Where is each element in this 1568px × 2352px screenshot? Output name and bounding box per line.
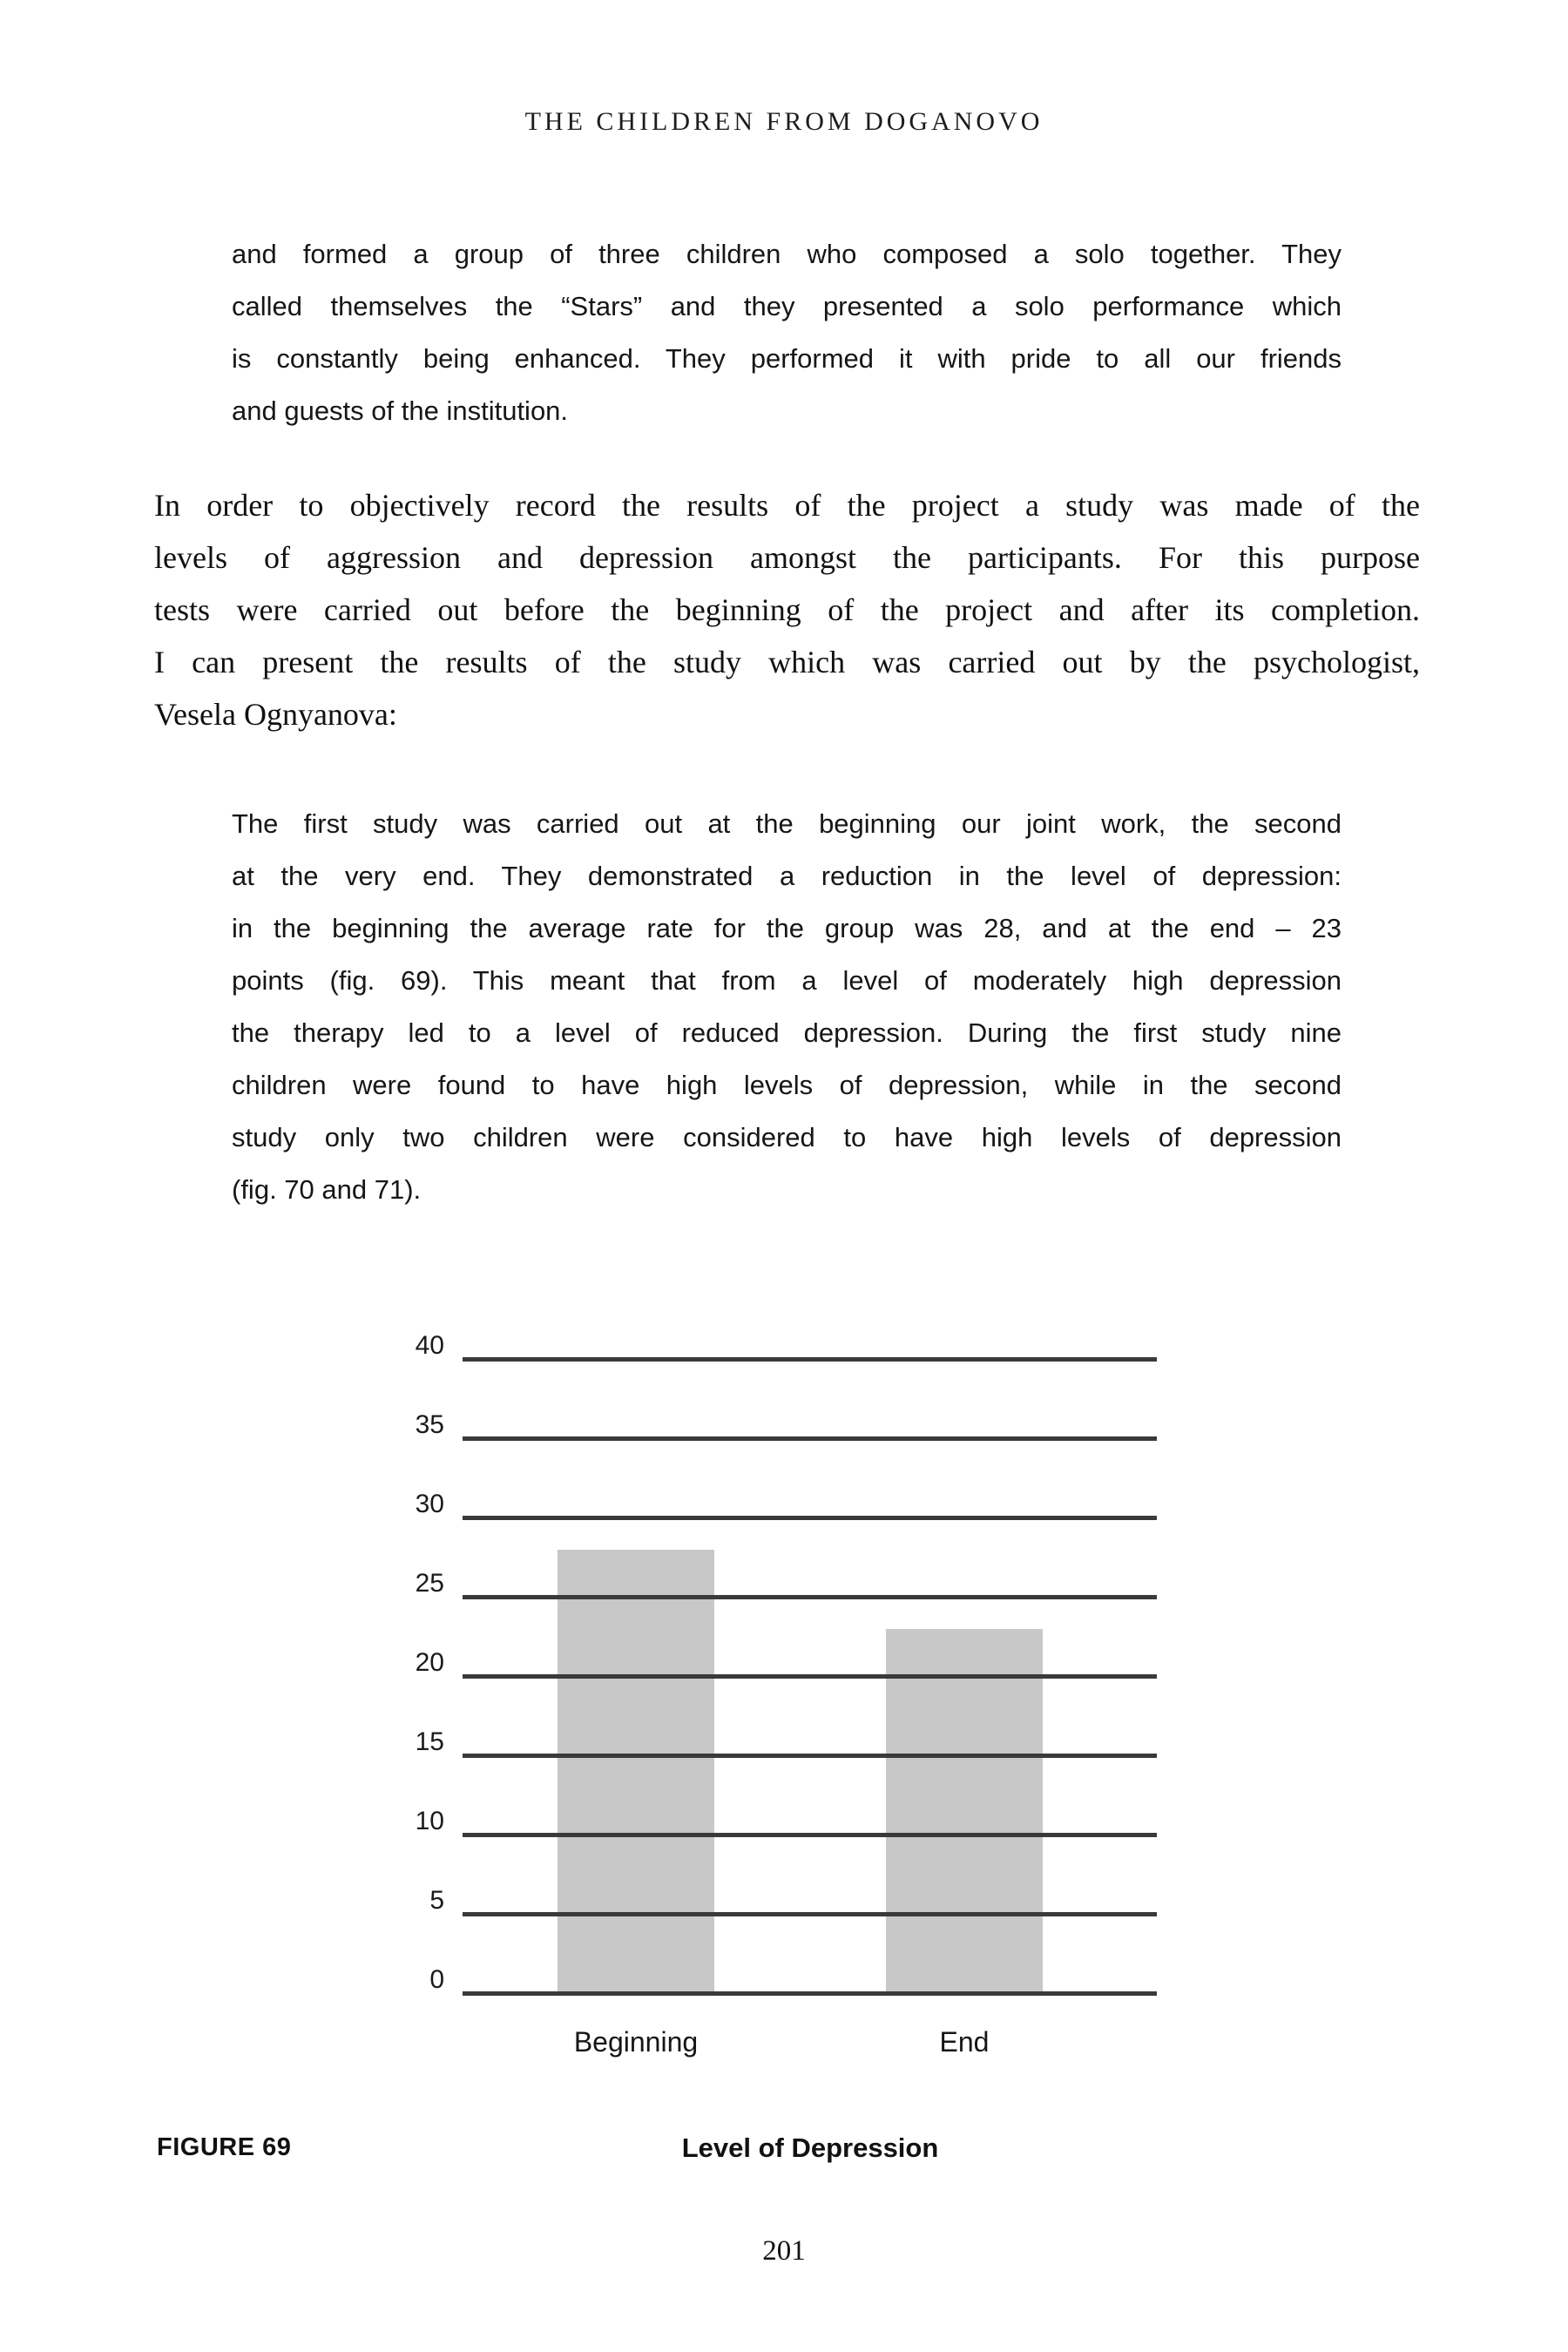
paragraph-line: Vesela Ognyanova: xyxy=(154,697,397,732)
quote-line: points (fig. 69). This meant that from a level of moderately high depression xyxy=(232,965,1342,996)
quote-line: (fig. 70 and 71). xyxy=(232,1174,422,1205)
gridline-y-10 xyxy=(463,1833,1157,1837)
gridline-y-25 xyxy=(463,1595,1157,1599)
y-axis-tick-label-35: 35 xyxy=(415,1410,444,1439)
paragraph-line: levels of aggression and depression amongst the participants. For this purpose xyxy=(154,540,1420,575)
paragraph-line: tests were carried out before the beginning of the project and after its completion. xyxy=(154,592,1420,627)
quote-line: and guests of the institution. xyxy=(232,395,569,426)
y-axis-tick-label-15: 15 xyxy=(415,1727,444,1756)
quote-line: at the very end. They demonstrated a reduction in the level of depression: xyxy=(232,861,1342,891)
body-paragraph xyxy=(154,479,1420,740)
bar-end xyxy=(886,1629,1043,1996)
gridline-y-5 xyxy=(463,1912,1157,1916)
plot-area xyxy=(463,1357,1157,2058)
bar-chart-level-of-depression xyxy=(331,1324,1157,2204)
y-axis xyxy=(331,1324,444,2204)
y-axis-tick-label-10: 10 xyxy=(415,1807,444,1835)
x-category-label-end: End xyxy=(939,2026,990,2058)
y-axis-tick-label-0: 0 xyxy=(429,1965,444,1994)
quote-line: and formed a group of three children who composed a solo together. They xyxy=(232,239,1342,269)
paragraph-line: I can present the results of the study which was carried out by the psychologist, xyxy=(154,645,1420,679)
x-category-label-beginning: Beginning xyxy=(573,2026,699,2058)
gridline-y-30 xyxy=(463,1516,1157,1520)
quote-line: in the beginning the average rate for the group was 28, and at the end – 23 xyxy=(232,913,1342,943)
paragraph-line: In order to objectively record the results of the project a study was made of the xyxy=(154,488,1420,523)
quote-line: The first study was carried out at the beginning our joint work, the second xyxy=(232,808,1342,839)
bar-beginning xyxy=(558,1550,714,1996)
blockquote-first xyxy=(232,228,1342,437)
quote-line: the therapy led to a level of reduced depression. During the first study nine xyxy=(232,1017,1342,1048)
page-number: 201 xyxy=(762,2235,806,2267)
blockquote-second xyxy=(232,798,1342,1216)
gridline-y-15 xyxy=(463,1754,1157,1758)
figure-caption-label: FIGURE 69 xyxy=(157,2133,292,2161)
quote-line: children were found to have high levels of depression, while in the second xyxy=(232,1070,1342,1100)
gridline-y-20 xyxy=(463,1674,1157,1679)
y-axis-tick-label-25: 25 xyxy=(415,1569,444,1598)
running-head: THE CHILDREN FROM DOGANOVO xyxy=(524,107,1044,136)
chart-title: Level of Depression xyxy=(681,2132,939,2163)
y-axis-tick-label-20: 20 xyxy=(415,1648,444,1677)
quote-line: is constantly being enhanced. They performed it with pride to all our friends xyxy=(232,343,1342,374)
y-axis-tick-label-30: 30 xyxy=(415,1490,444,1518)
y-axis-tick-label-40: 40 xyxy=(415,1331,444,1360)
quote-line: called themselves the “Stars” and they presented a solo performance which xyxy=(232,291,1342,321)
gridline-y-0 xyxy=(463,1991,1157,1996)
quote-line: study only two children were considered to have high levels of depression xyxy=(232,1122,1342,1152)
gridline-y-40 xyxy=(463,1357,1157,1362)
gridline-y-35 xyxy=(463,1436,1157,1441)
y-axis-tick-label-5: 5 xyxy=(429,1886,444,1915)
